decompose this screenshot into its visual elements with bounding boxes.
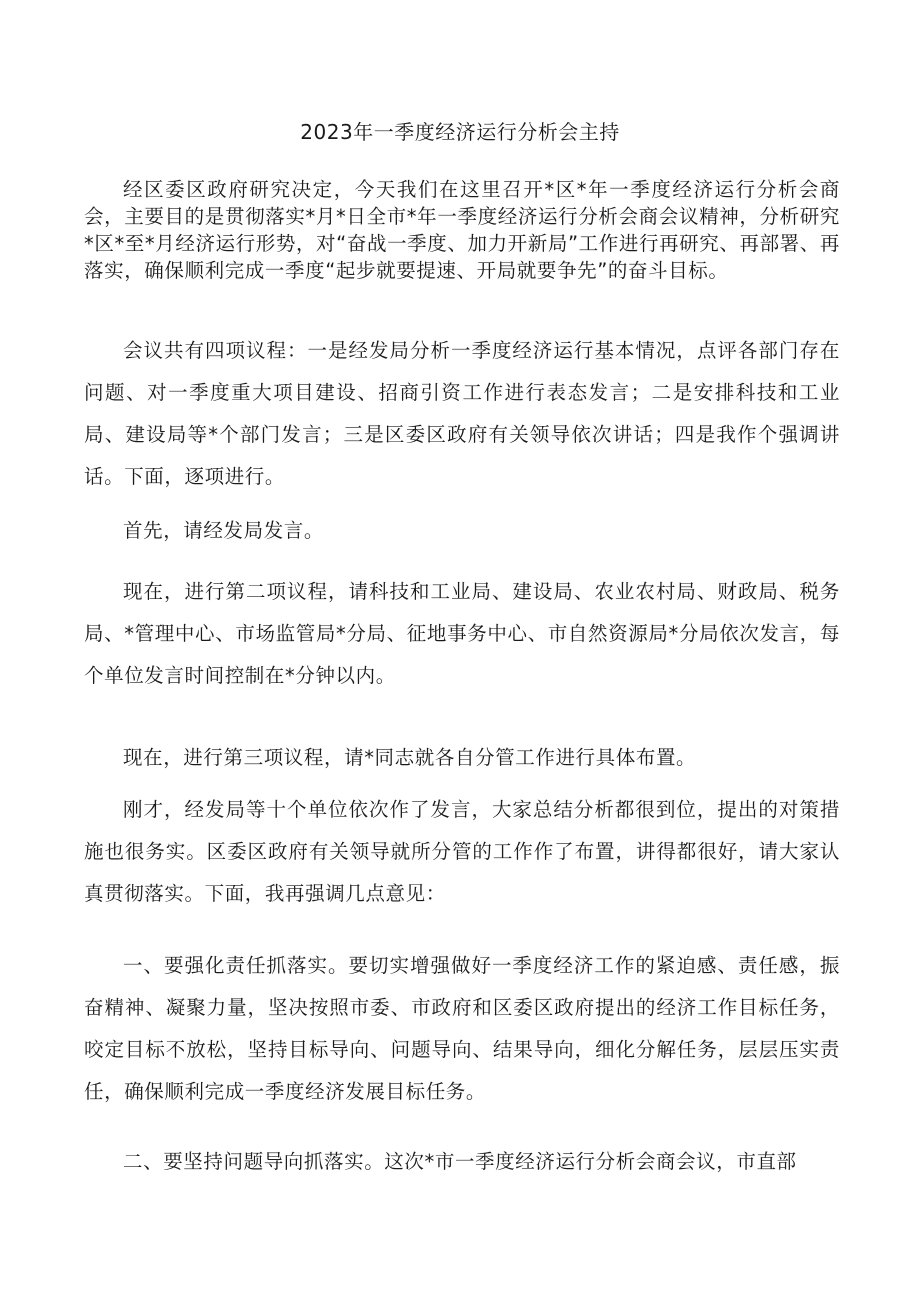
paragraph-intro: 经区委区政府研究决定，今天我们在这里召开*区*年一季度经济运行分析会商会，主要目的是贯彻落实*月*日全市*年一季度经济运行分析会商会议精神，分析研究*区*至*月经济运行形势，对“奋战一季度、加力开新局”工作进行再研究、再部署、再落实，确保顺利完成一季度“起步就要提速、开局就要争先”的奋斗目标。 xyxy=(84,178,840,282)
paragraph-summary: 刚才，经发局等十个单位依次作了发言，大家总结分析都很到位，提出的对策措施也很务实。区委区政府有关领导就所分管的工作作了布置，讲得都很好，请大家认真贯彻落实。下面，我再强调几点意见： xyxy=(84,798,840,905)
paragraph-second-agenda: 现在，进行第二项议程，请科技和工业局、建设局、农业农村局、财政局、税务局、*管理中心、市场监管局*分局、征地事务中心、市自然资源局*分局依次发言，每个单位发言时间控制在*分钟以内。 xyxy=(84,580,840,687)
paragraph-third-agenda: 现在，进行第三项议程，请*同志就各自分管工作进行具体布置。 xyxy=(123,746,697,769)
paragraph-agenda: 会议共有四项议程：一是经发局分析一季度经济运行基本情况，点评各部门存在问题、对一季度重大项目建设、招商引资工作进行表态发言；二是安排科技和工业局、建设局等*个部门发言；三是区委区政府有关领导依次讲话；四是我作个强调讲话。下面，逐项进行。 xyxy=(84,339,840,488)
paragraph-point-one: 一、要强化责任抓落实。要切实增强做好一季度经济工作的紧迫感、责任感，振奋精神、凝聚力量，坚决按照市委、市政府和区委区政府提出的经济工作目标任务，咬定目标不放松，坚持目标导向、问题导向、结果导向，细化分解任务，层层压实责任，确保顺利完成一季度经济发展目标任务。 xyxy=(84,954,840,1103)
paragraph-first-speaker: 首先，请经发局发言。 xyxy=(123,519,325,542)
paragraph-point-two: 二、要坚持问题导向抓落实。这次*市一季度经济运行分析会商会议，市直部 xyxy=(123,1150,797,1173)
document-title: 2023年一季度经济运行分析会主持 xyxy=(300,120,620,144)
